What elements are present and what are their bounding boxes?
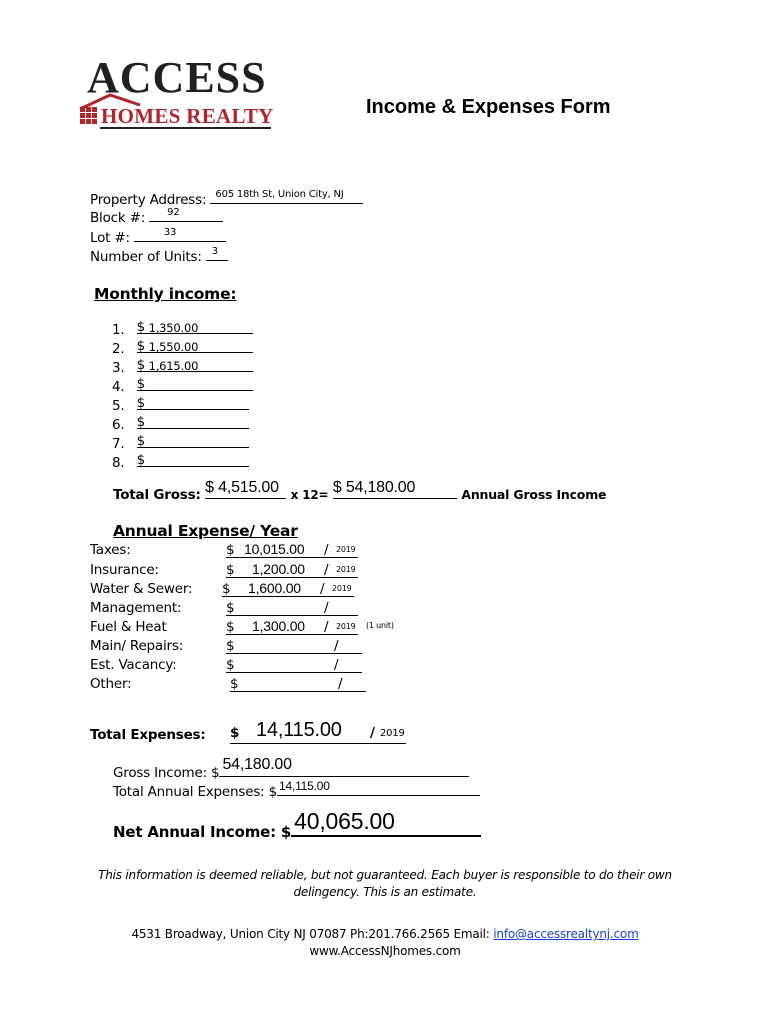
currency-symbol: $ <box>136 433 145 449</box>
total-expenses-slash: / <box>370 725 375 741</box>
expense-field[interactable] <box>226 638 370 654</box>
units-value: 3 <box>211 246 218 257</box>
expense-field[interactable] <box>226 542 366 558</box>
x12-label: x 12= <box>290 488 329 502</box>
expense-field[interactable] <box>226 657 370 673</box>
expense-label: Water & Sewer: <box>90 581 193 597</box>
item-number: 3. <box>112 360 125 376</box>
item-number: 8. <box>112 455 125 471</box>
expense-note: (1 unit) <box>366 621 394 630</box>
monthly-income-field[interactable] <box>137 319 253 334</box>
units-field[interactable] <box>206 246 228 261</box>
currency-symbol: $ <box>136 357 145 373</box>
monthly-income-item <box>112 376 253 395</box>
currency-symbol: $ <box>226 600 235 616</box>
expense-year: 2019 <box>332 584 352 593</box>
expense-label: Other: <box>90 676 132 692</box>
property-address-value: 605 18th St, Union City, NJ <box>215 189 344 200</box>
net-annual-income-field[interactable] <box>291 808 481 837</box>
currency-symbol: $ <box>226 638 235 654</box>
lot-label: Lot #: <box>90 230 130 246</box>
block-row <box>90 207 223 226</box>
expense-field[interactable] <box>222 581 362 597</box>
slash: / <box>324 542 329 558</box>
disclaimer-line-2: delingency. This is an estimate. <box>293 885 477 899</box>
footer-website: www.AccessNJhomes.com <box>309 944 461 958</box>
expense-label: Insurance: <box>90 562 159 578</box>
total-gross-label: Total Gross: <box>113 487 201 503</box>
total-annual-expenses-field[interactable] <box>277 779 480 796</box>
monthly-income-field[interactable] <box>137 376 253 391</box>
monthly-income-item <box>112 395 249 414</box>
total-gross-row <box>113 479 607 503</box>
monthly-income-field[interactable] <box>137 357 253 372</box>
net-annual-income-row <box>113 808 481 841</box>
footer-contact <box>0 927 770 941</box>
item-number: 5. <box>112 398 125 414</box>
monthly-income-item <box>112 338 253 357</box>
expense-field[interactable] <box>226 619 394 635</box>
block-field[interactable] <box>149 207 223 222</box>
item-number: 2. <box>112 341 125 357</box>
expense-year: 2019 <box>336 545 356 554</box>
total-expenses-sym: $ <box>230 725 240 741</box>
currency-symbol: $ <box>226 542 235 558</box>
currency-symbol: $ <box>136 414 145 430</box>
gross-income-value: 54,180.00 <box>222 756 292 773</box>
monthly-income-item <box>112 319 253 338</box>
total-gross-annual-field[interactable] <box>332 479 457 499</box>
monthly-income-field[interactable] <box>137 395 249 410</box>
currency-symbol: $ <box>226 619 235 635</box>
item-number: 7. <box>112 436 125 452</box>
annual-expense-heading: Annual Expense/ Year <box>113 522 298 540</box>
expense-year: 2019 <box>336 565 356 574</box>
expense-label: Main/ Repairs: <box>90 638 184 654</box>
slash: / <box>324 600 329 616</box>
currency-symbol: $ <box>226 657 235 673</box>
slash: / <box>320 581 325 597</box>
expense-value: 1,200.00 <box>252 561 305 577</box>
total-annual-expenses-value: 14,115.00 <box>279 779 330 793</box>
monthly-income-item <box>112 357 253 376</box>
net-annual-income-label: Net Annual Income: $ <box>113 823 292 841</box>
currency-symbol: $ <box>222 581 231 597</box>
slash: / <box>334 657 339 673</box>
slash: / <box>324 619 329 635</box>
property-address-row <box>90 189 363 208</box>
item-number: 4. <box>112 379 125 395</box>
slash: / <box>338 676 343 692</box>
property-address-field[interactable] <box>210 189 363 204</box>
monthly-income-field[interactable] <box>137 338 253 353</box>
monthly-income-item <box>112 433 249 452</box>
lot-field[interactable] <box>134 227 226 242</box>
lot-row <box>90 227 226 246</box>
total-expenses-field[interactable] <box>230 719 406 744</box>
slash: / <box>334 638 339 654</box>
gross-income-row <box>113 756 469 781</box>
monthly-income-heading: Monthly income: <box>94 285 237 303</box>
annual-gross-income-label: Annual Gross Income <box>461 487 607 502</box>
expense-label: Est. Vacancy: <box>90 657 177 673</box>
total-gross-monthly-field[interactable] <box>205 479 286 499</box>
monthly-income-value: 1,350.00 <box>148 321 199 335</box>
lot-value: 33 <box>163 227 177 238</box>
expense-year: 2019 <box>336 622 356 631</box>
monthly-income-item <box>112 452 249 471</box>
expense-label: Fuel & Heat <box>90 619 167 635</box>
gross-income-label: Gross Income: $ <box>113 765 220 781</box>
total-gross-annual-sym: $ <box>332 479 342 496</box>
currency-symbol: $ <box>136 338 145 354</box>
block-value: 92 <box>167 207 180 218</box>
currency-symbol: $ <box>226 562 235 578</box>
monthly-income-field[interactable] <box>137 414 249 429</box>
property-address-label: Property Address: <box>90 192 207 208</box>
currency-symbol: $ <box>230 676 239 692</box>
expense-field[interactable] <box>226 562 366 578</box>
monthly-income-item <box>112 414 249 433</box>
currency-symbol: $ <box>136 376 145 392</box>
expense-value: 1,300.00 <box>252 618 305 634</box>
monthly-income-value: 1,615.00 <box>148 359 199 373</box>
total-expenses-value: 14,115.00 <box>256 719 342 741</box>
total-gross-annual-value: 54,180.00 <box>345 479 416 496</box>
footer-address: 4531 Broadway, Union City NJ 07087 Ph:201.766.2565 Email: <box>131 927 490 941</box>
expense-label: Management: <box>90 600 182 616</box>
monthly-income-value: 1,550.00 <box>148 340 199 354</box>
expense-field[interactable] <box>226 600 366 616</box>
slash: / <box>324 562 329 578</box>
expense-label: Taxes: <box>90 542 131 558</box>
currency-symbol: $ <box>136 319 145 335</box>
expense-value: 10,015.00 <box>244 541 305 557</box>
total-annual-expenses-row <box>113 779 480 800</box>
total-gross-sym: $ <box>205 479 214 496</box>
disclaimer-line-1: This information is deemed reliable, but not guaranteed. Each buyer is responsible to do their own <box>98 868 672 882</box>
total-gross-monthly-value: 4,515.00 <box>218 479 279 496</box>
total-annual-expenses-label: Total Annual Expenses: $ <box>113 784 277 800</box>
block-label: Block #: <box>90 210 146 226</box>
form-title: Income & Expenses Form <box>366 96 611 118</box>
monthly-income-field[interactable] <box>137 452 249 467</box>
units-label: Number of Units: <box>90 249 202 265</box>
logo-underline <box>100 127 271 129</box>
units-row <box>90 246 228 265</box>
net-annual-income-value: 40,065.00 <box>294 808 395 834</box>
footer-email-link[interactable]: info@accessrealtynj.com <box>493 927 639 941</box>
logo-homes-realty-text: HOMES REALTY <box>101 104 274 128</box>
expense-value: 1,600.00 <box>248 580 301 596</box>
currency-symbol: $ <box>136 395 145 411</box>
logo-access-text: ACCESS <box>87 53 267 102</box>
monthly-income-field[interactable] <box>137 433 249 448</box>
total-expenses-year: 2019 <box>380 728 405 739</box>
total-expenses-label: Total Expenses: <box>90 727 206 743</box>
currency-symbol: $ <box>136 452 145 468</box>
item-number: 1. <box>112 322 125 338</box>
gross-income-field[interactable] <box>219 756 469 777</box>
item-number: 6. <box>112 417 125 433</box>
expense-field[interactable] <box>230 676 374 692</box>
